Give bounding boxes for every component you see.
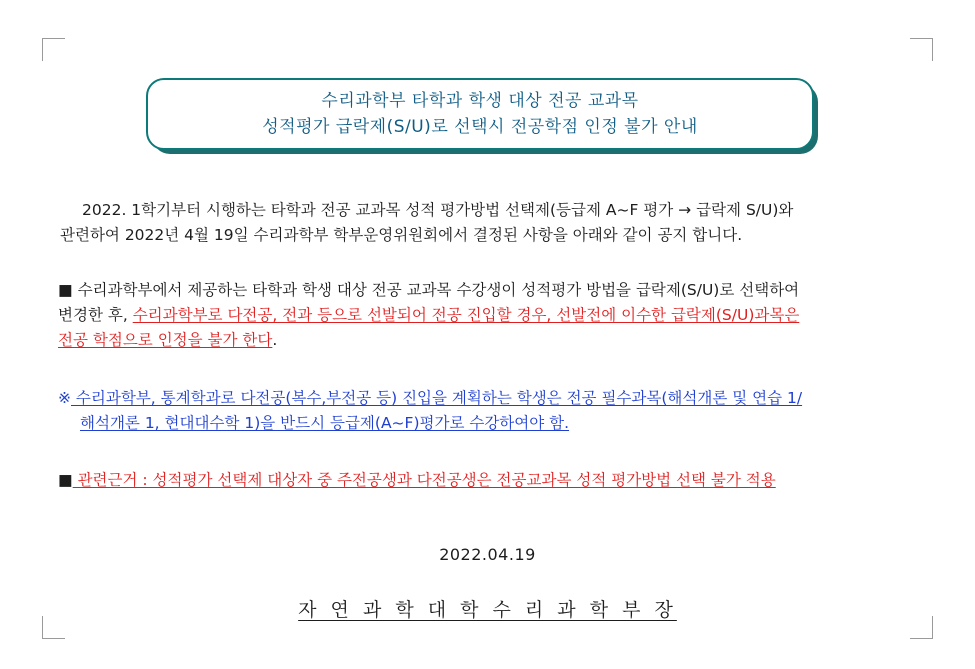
item1-line-1 [58,278,799,303]
item3-paragraph [58,468,776,493]
title-banner-box [146,78,814,150]
crop-mark-top-right [910,38,933,61]
document-date: 2022.04.19 [439,545,536,564]
title-line-2: 성적평가 급락제(S/U)로 선택시 전공학점 인정 불가 안내 [262,117,698,137]
item2-line-2-text: 해석개론 1, 현대대수학 1)을 반드시 등급제(A~F)평가로 수강하여야 함. [80,414,570,433]
item1-line-2 [58,303,799,328]
title-line-1: 수리과학부 타학과 학생 대상 전공 교과목 [321,90,639,111]
item1-line-3 [58,328,799,353]
item1-line-2-black: 변경한 후, [58,306,133,325]
item1-paragraph [58,278,799,353]
document-signer: 자 연 과 학 대 학 수 리 과 학 부 장 [298,599,677,621]
item2-paragraph [58,386,802,436]
crop-mark-top-left [42,38,65,61]
item1-line-2-red: 수리과학부로 다전공, 전과 등으로 선발되어 전공 진입할 경우, 선발전에 이수한 급락제(S/U)과목은 [132,306,800,325]
intro-line-1: 2022. 1학기부터 시행하는 타학과 전공 교과목 성적 평가방법 선택제(등급제 A~F 평가 → 급락제 S/U)와 [82,201,794,219]
item2-line-1 [58,386,802,411]
item1-line-3-red: 전공 학점으로 인정을 불가 한다 [58,331,273,350]
intro-line-2: 관련하여 2022년 4월 19일 수리과학부 학부운영위원회에서 결정된 사항을 아래와 같이 공지 합니다. [60,226,743,245]
item2-bullet: ※ [58,389,71,407]
item1-line-3-black: . [272,331,278,350]
title-banner [146,78,818,154]
item2-line-1-text: 수리과학부, 통계학과로 다전공(복수,부전공 등) 진입을 계획하는 학생은 전공 필수과목(해석개론 및 연습 1/ [71,389,803,407]
item3-text: 관련근거 : 성적평가 선택제 대상자 중 주전공생과 다전공생은 전공교과목 성적 평가방법 선택 불가 적용 [72,471,776,489]
item3-bullet: ■ [58,471,73,489]
item2-line-2 [58,411,802,436]
item3-line-1 [58,468,776,493]
item1-line-1-text: 수리과학부에서 제공하는 타학과 학생 대상 전공 교과목 수강생이 성적평가 방법을 급락제(S/U)로 선택하여 [72,281,800,299]
item1-bullet: ■ [58,281,73,299]
intro-paragraph [60,198,793,248]
